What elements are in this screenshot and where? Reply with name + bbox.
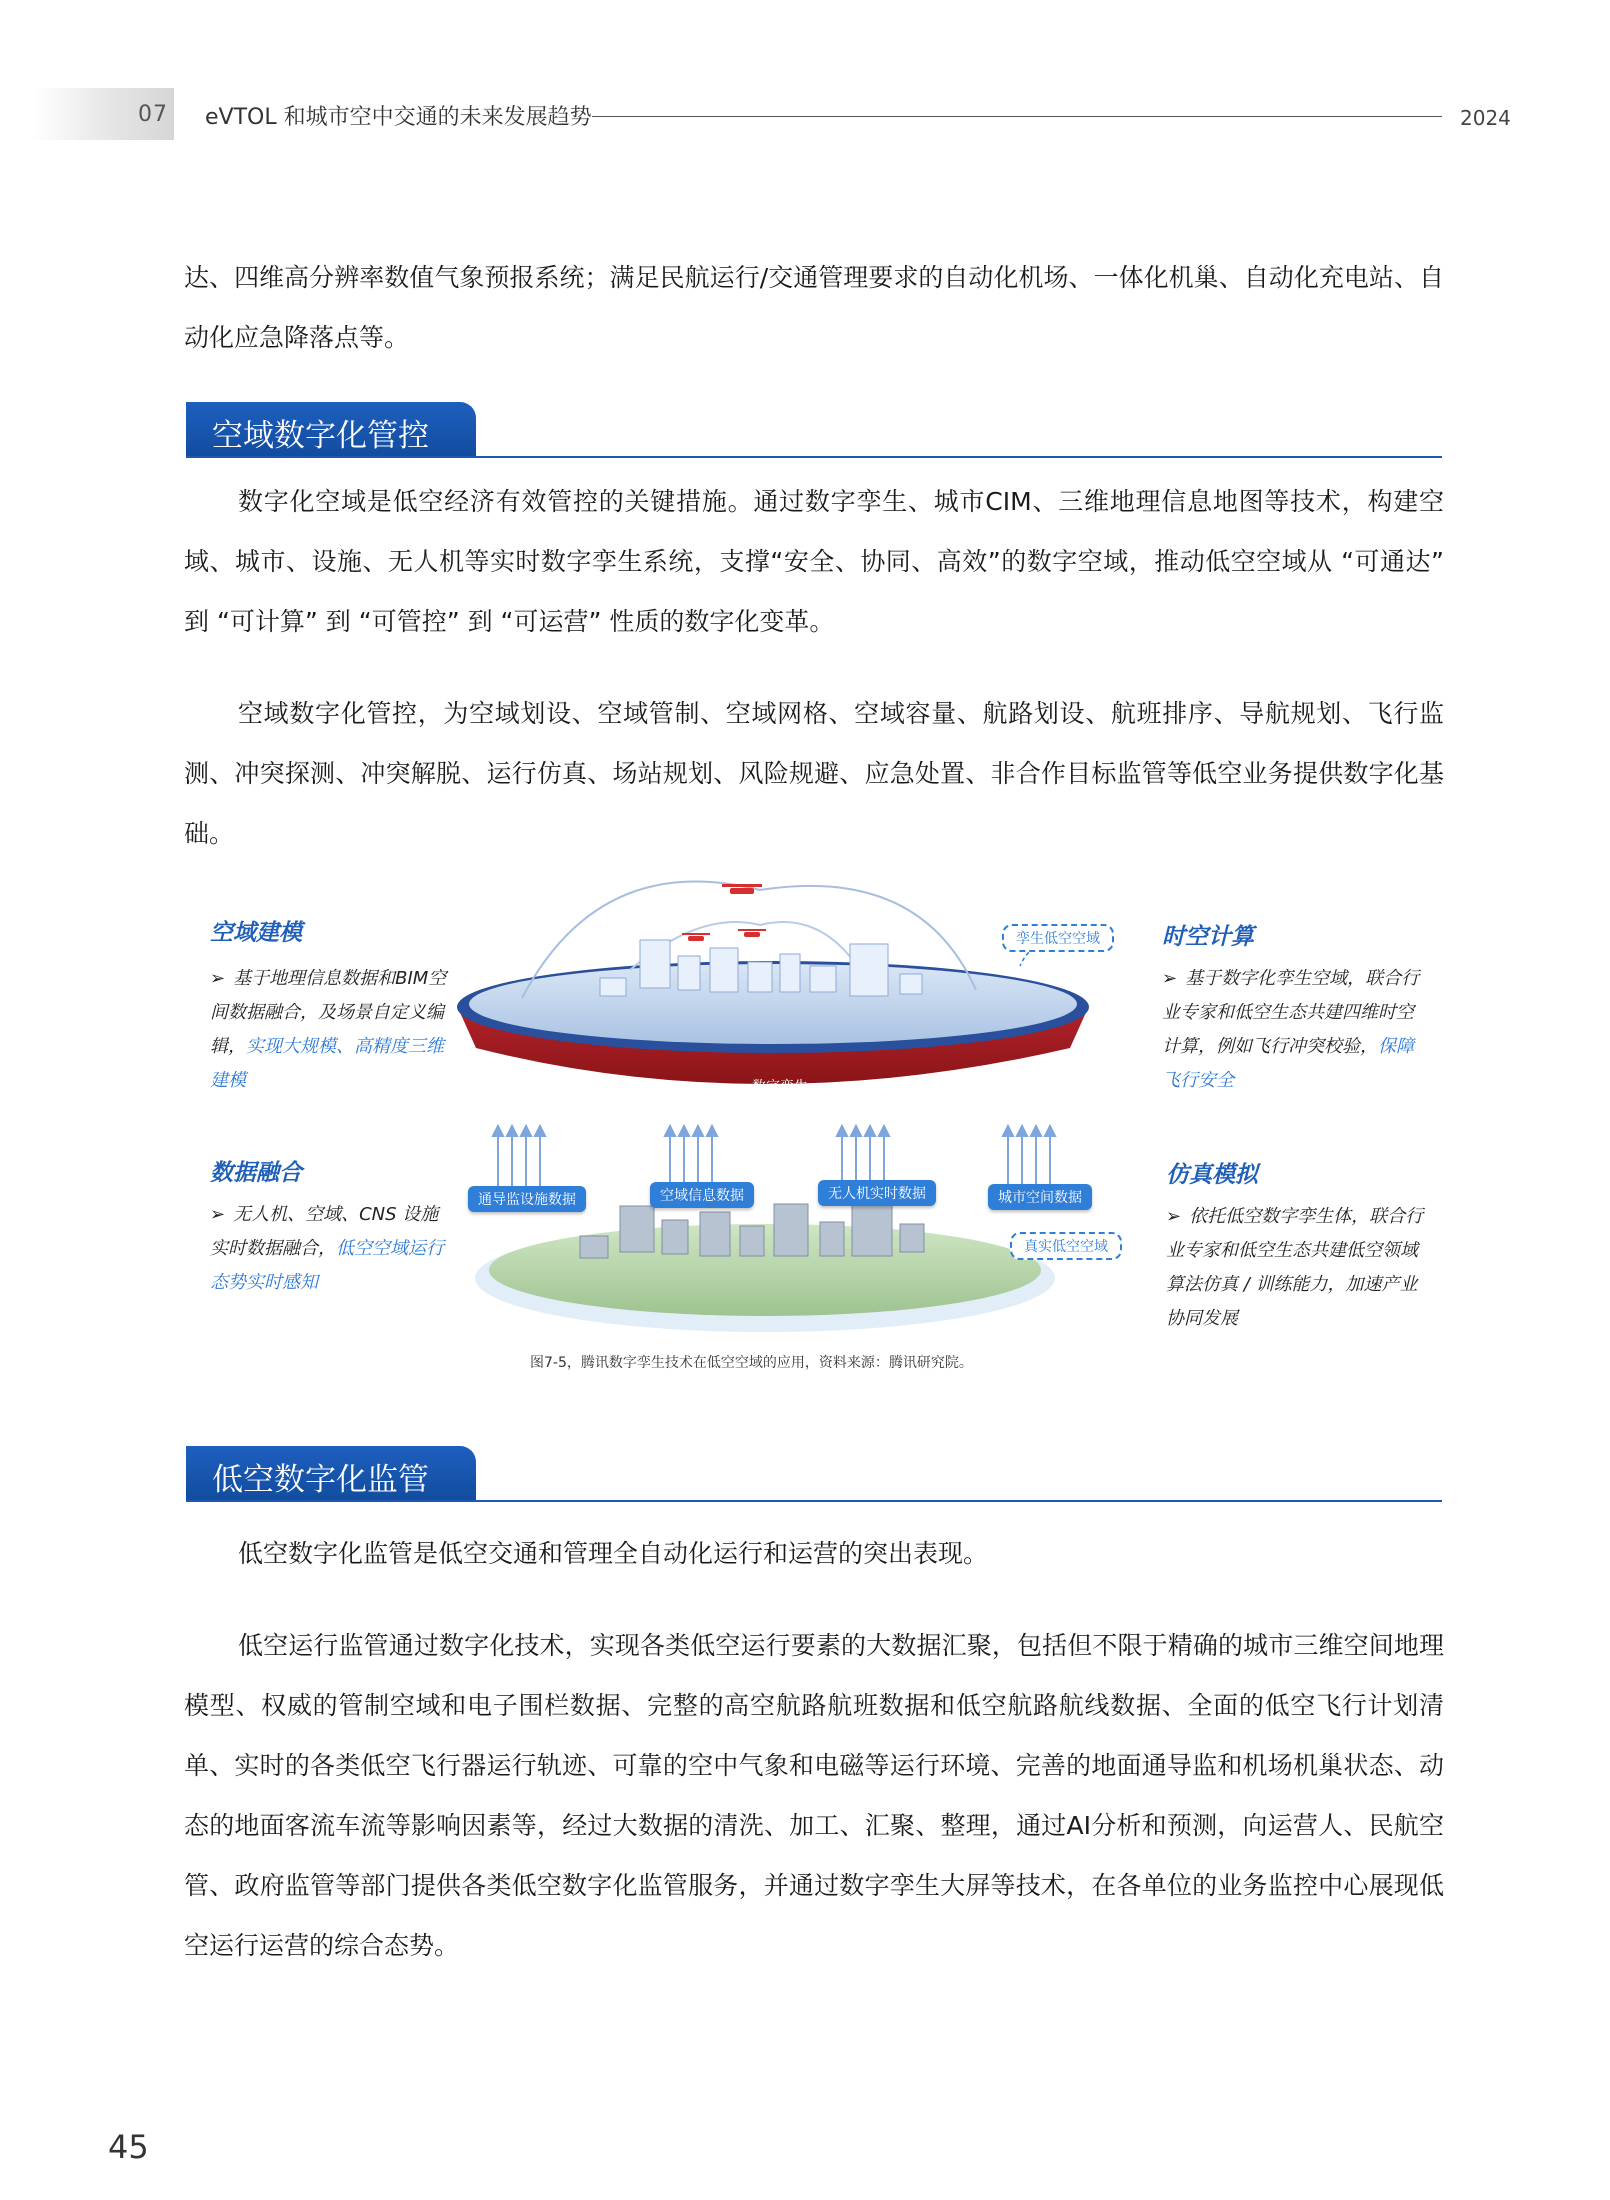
header-rule bbox=[592, 116, 1442, 117]
section-heading-rule bbox=[186, 456, 1442, 458]
figure-text-data-fusion-highlight: 低空空域运行态势实时感知 bbox=[210, 1238, 444, 1293]
upward-data-arrows bbox=[493, 1126, 1055, 1188]
figure-text-simulation-body: 依托低空数字孪生体，联合行业专家和低空生态共建低空领域算法仿真 / 训练能力，加速产业协同发展 bbox=[1166, 1206, 1424, 1329]
data-tag-cns-facilities: 通导监设施数据 bbox=[468, 1186, 586, 1212]
real-city-buildings bbox=[580, 1198, 924, 1258]
figure-title-simulation: 仿真模拟 bbox=[1166, 1162, 1258, 1188]
chapter-number: 07 bbox=[138, 102, 168, 127]
bullet-arrow-icon: ➢ bbox=[210, 968, 226, 989]
figure-text-simulation bbox=[1166, 1200, 1428, 1336]
figure-text-data-fusion-body: 无人机、空域、CNS 设施实时数据融合， bbox=[210, 1204, 439, 1259]
figure-text-spacetime-computing-body: 基于数字化孪生空域，联合行业专家和低空生态共建四维时空计算，例如飞行冲突校验， bbox=[1162, 968, 1420, 1057]
section-heading-text: 低空数字化监管 bbox=[212, 1462, 429, 1498]
figure-text-spacetime-computing bbox=[1162, 962, 1430, 1098]
data-tag-drone-realtime: 无人机实时数据 bbox=[818, 1180, 936, 1206]
figure-text-airspace-modeling bbox=[210, 962, 460, 1098]
figure-text-spacetime-computing-highlight: 保障飞行安全 bbox=[1162, 1036, 1414, 1091]
section1-paragraph-2: 空域数字化管控，为空域划设、空域管制、空域网格、空域容量、航路划设、航班排序、导航规划、飞行监测、冲突探测、冲突解脱、运行仿真、场站规划、风险规避、应急处置、非合作目标监管等低空业务提供数字化基础。 bbox=[184, 699, 1444, 848]
bullet-arrow-icon: ➢ bbox=[1162, 968, 1178, 989]
section1-paragraph-1: 数字化空域是低空经济有效管控的关键措施。通过数字孪生、城市CIM、三维地理信息地图等技术，构建空域、城市、设施、无人机等实时数字孪生系统，支撑“安全、协同、高效”的数字空域，推动低空空域从 “可通达” 到 “可计算” 到 “可管控” 到 “可运营” 性质的数字化变革。 bbox=[184, 487, 1444, 636]
section-heading-text: 空域数字化管控 bbox=[212, 418, 429, 454]
section-heading-rule bbox=[186, 1500, 1442, 1502]
figure-digital-twin bbox=[200, 870, 1430, 1350]
intro-paragraph: 达、四维高分辨率数值气象预报系统；满足民航运行/交通管理要求的自动化机场、一体化机巢、自动化充电站、自动化应急降落点等。 bbox=[184, 263, 1444, 352]
real-airspace-label: 真实低空空域 bbox=[1010, 1232, 1122, 1260]
section-heading-low-altitude-supervision bbox=[186, 1446, 1442, 1504]
twin-disc-surface bbox=[469, 964, 1077, 1044]
figure-title-data-fusion: 数据融合 bbox=[210, 1160, 302, 1186]
bullet-arrow-icon: ➢ bbox=[210, 1204, 226, 1225]
data-tag-city-spatial: 城市空间数据 bbox=[988, 1184, 1092, 1210]
chapter-title: eVTOL 和城市空中交通的未来发展趋势 bbox=[205, 105, 592, 130]
bullet-arrow-icon: ➢ bbox=[1166, 1206, 1182, 1227]
section-heading-airspace-control bbox=[186, 402, 1442, 460]
figure-title-airspace-modeling: 空域建模 bbox=[210, 920, 302, 946]
data-tag-airspace-info: 空域信息数据 bbox=[650, 1182, 754, 1208]
figure-text-airspace-modeling-highlight: 实现大规模、高精度三维建模 bbox=[210, 1036, 444, 1091]
drone-icons bbox=[682, 884, 766, 941]
digital-twin-label: 数字孪生 bbox=[752, 1079, 808, 1095]
header-year: 2024 bbox=[1460, 106, 1511, 130]
figure-caption: 图7-5，腾讯数字孪生技术在低空空域的应用，资料来源：腾讯研究院。 bbox=[530, 1355, 973, 1371]
figure-text-data-fusion bbox=[210, 1198, 446, 1300]
real-city-ground bbox=[489, 1224, 1041, 1316]
section2-paragraph-1: 低空数字化监管是低空交通和管理全自动化运行和运营的突出表现。 bbox=[238, 1539, 989, 1568]
figure-title-spacetime-computing: 时空计算 bbox=[1162, 924, 1254, 950]
figure-text-airspace-modeling-body: 基于地理信息数据和BIM空间数据融合，及场景自定义编辑， bbox=[210, 968, 447, 1057]
twin-airspace-label: 孪生低空空域 bbox=[1002, 924, 1114, 952]
page-number: 45 bbox=[108, 2128, 149, 2166]
twin-buildings bbox=[600, 940, 922, 996]
section2-paragraph-2: 低空运行监管通过数字化技术，实现各类低空运行要素的大数据汇聚，包括但不限于精确的城市三维空间地理模型、权威的管制空域和电子围栏数据、完整的高空航路航班数据和低空航路航线数据、全面的低空飞行计划清单、实时的各类低空飞行器运行轨迹、可靠的空中气象和电磁等运行环境、完善的地面通导监和机场机巢状态、动态的地面客流车流等影响因素等，经过大数据的清洗、加工、汇聚、整理，通过AI分析和预测，向运营人、民航空管、政府监管等部门提供各类低空数字化监管服务，并通过数字孪生大屏等技术，在各单位的业务监控中心展现低空运行运营的综合态势。 bbox=[184, 1631, 1444, 1960]
